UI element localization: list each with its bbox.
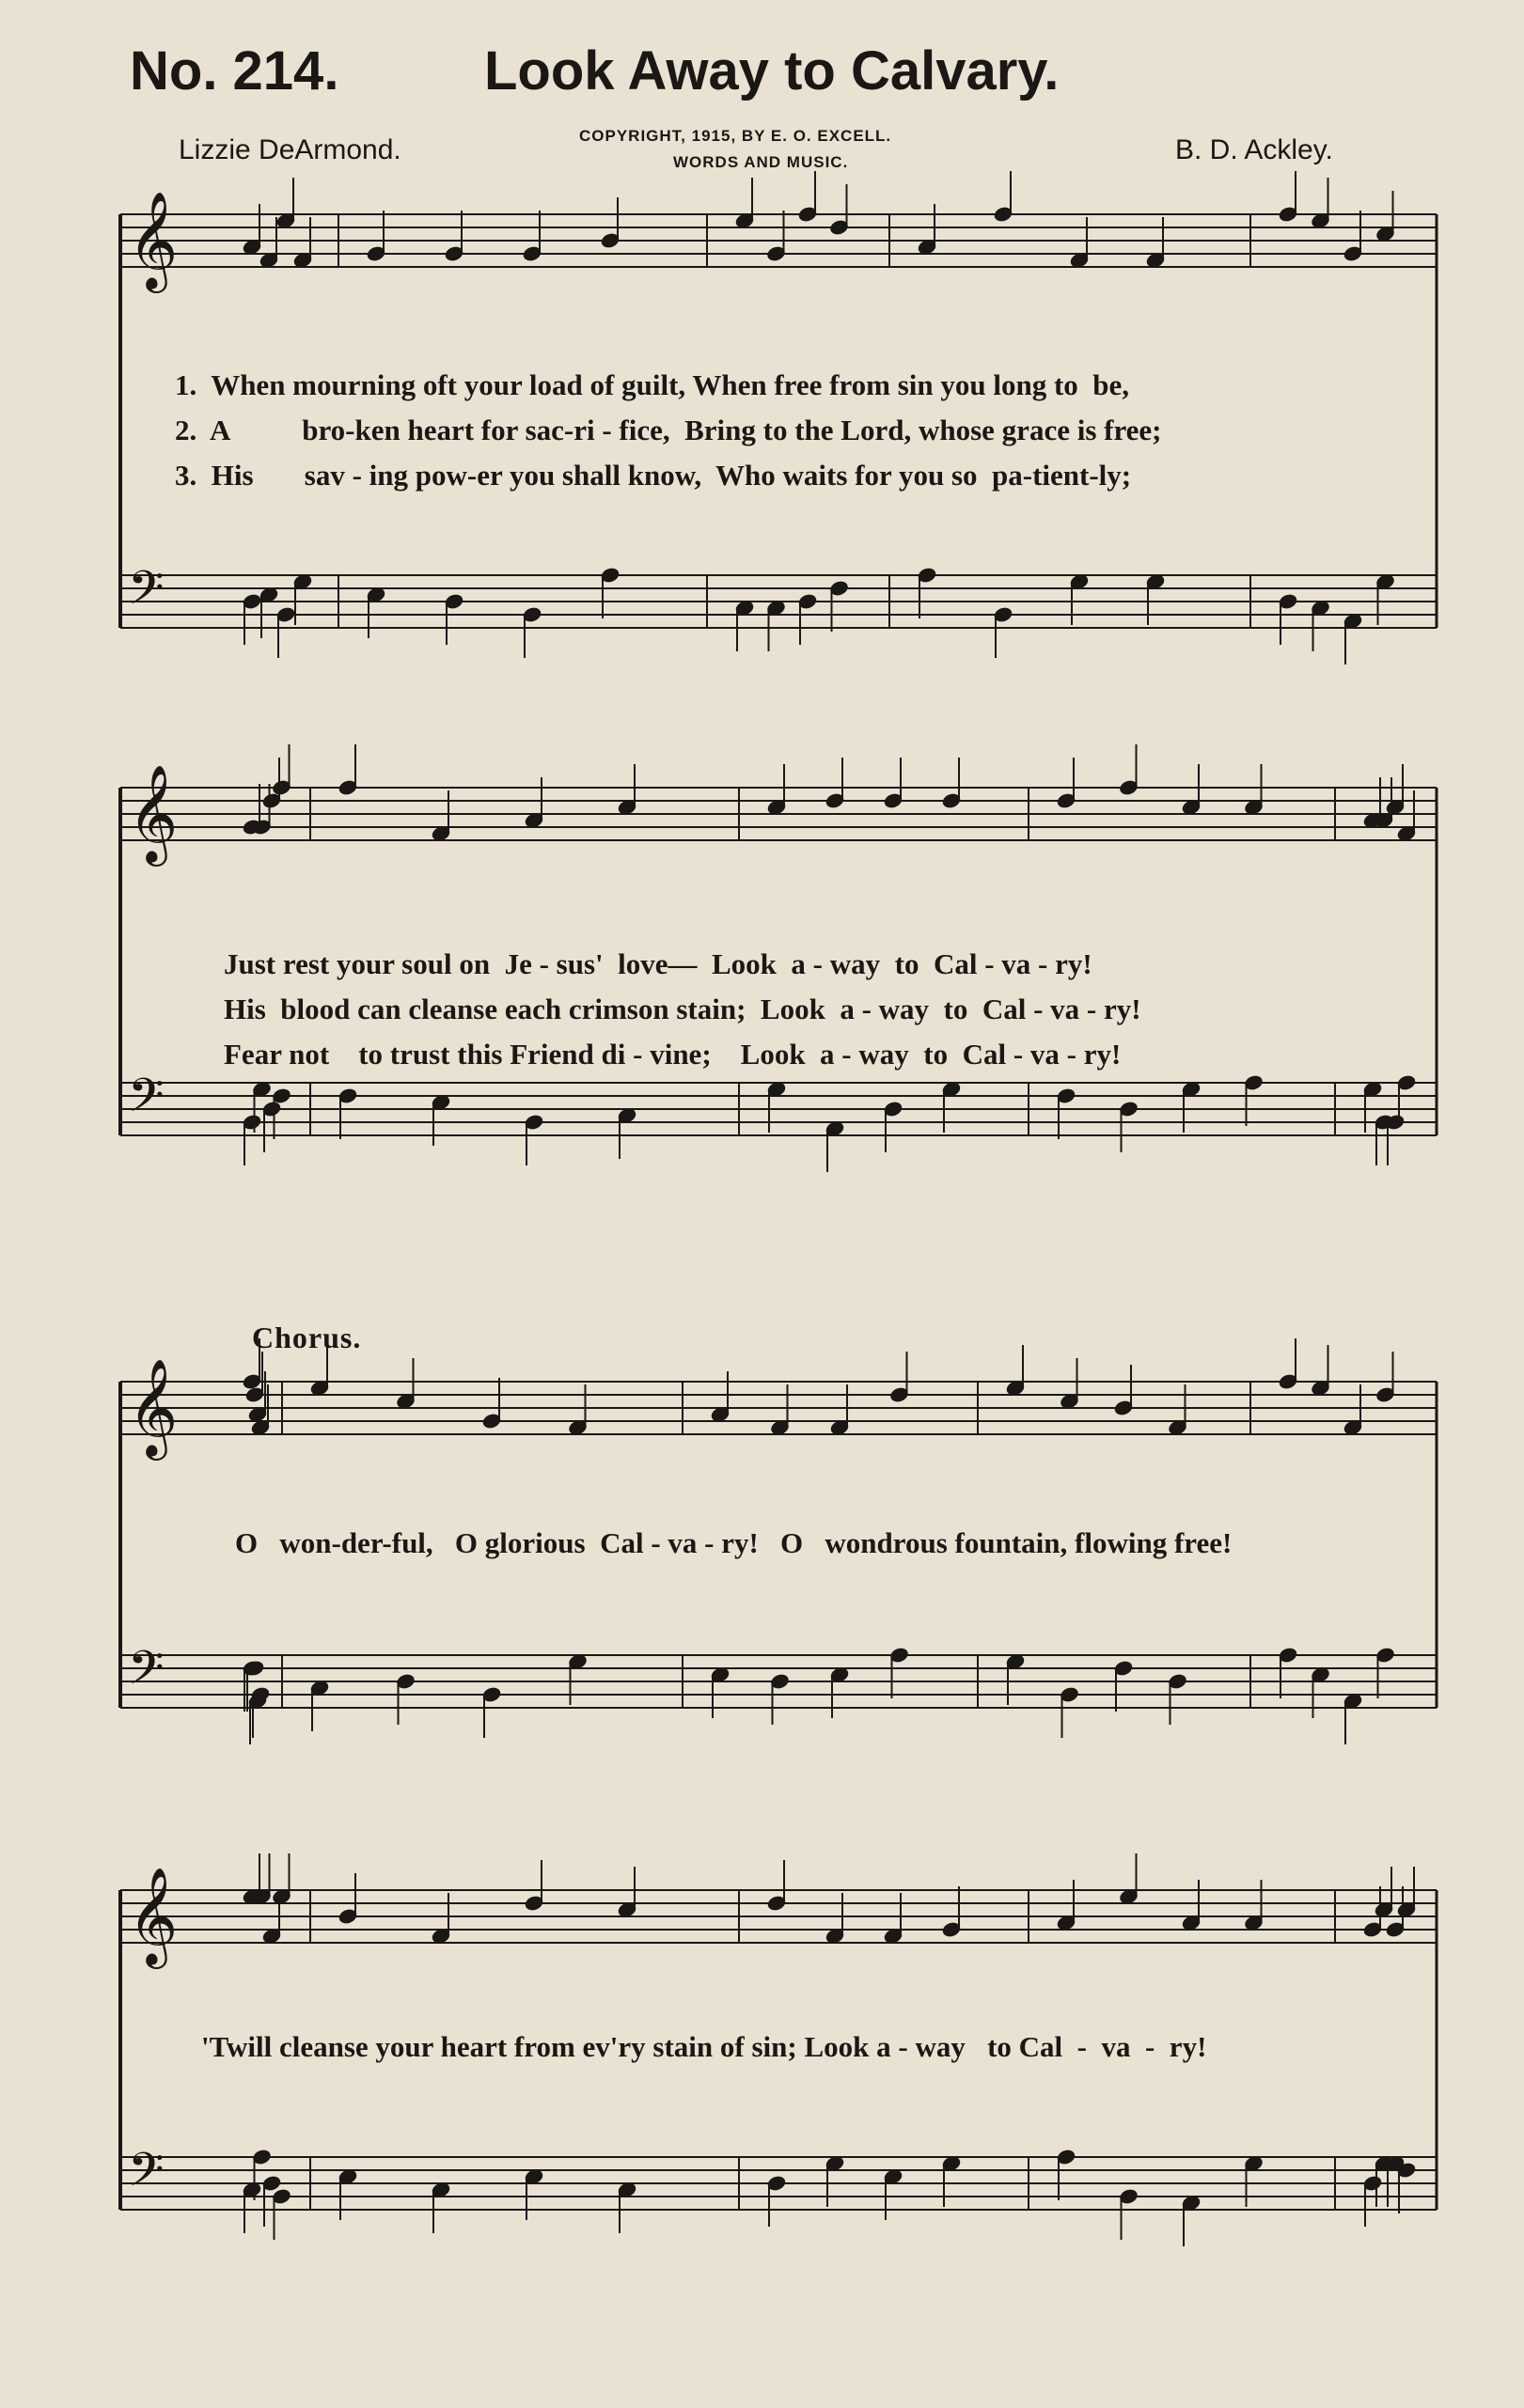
treble-clef-icon: 𝄞 xyxy=(128,764,179,863)
bass-clef-icon: 𝄢 xyxy=(128,1641,165,1707)
treble-clef-icon: 𝄞 xyxy=(128,1867,179,1965)
bass-clef-icon: 𝄢 xyxy=(128,1069,165,1134)
treble-clef-icon: 𝄞 xyxy=(128,1358,179,1457)
verse-1-line-a: 1. When mourning oft your load of guilt, When free from sin you long to be, xyxy=(175,368,1130,401)
verse-1-line-b: Just rest your soul on Je - sus' love— Look a - way to Cal - va - ry! xyxy=(224,947,1092,980)
composer: B. D. Ackley. xyxy=(1175,134,1333,165)
chorus-line-a: O won-der-ful, O glorious Cal - va - ry! O wondrous fountain, flowing free! xyxy=(235,1526,1233,1559)
chorus-label: Chorus. xyxy=(252,1321,362,1354)
hymn-number: No. 214. xyxy=(130,40,339,102)
verse-2-line-b: His blood can cleanse each crimson stain; Look a - way to Cal - va - ry! xyxy=(224,993,1141,1025)
hymn-title: Look Away to Calvary. xyxy=(484,40,1060,102)
bass-clef-icon: 𝄢 xyxy=(128,561,165,627)
bass-clef-icon: 𝄢 xyxy=(128,2143,165,2209)
copyright-note: WORDS AND MUSIC. xyxy=(673,153,849,171)
verse-3-line-a: 3. His sav - ing pow-er you shall know, Who waits for you so pa-tient-ly; xyxy=(175,459,1132,492)
treble-clef-icon: 𝄞 xyxy=(128,191,179,289)
lyricist: Lizzie DeArmond. xyxy=(179,134,401,165)
verse-3-line-b: Fear not to trust this Friend di - vine; Look a - way to Cal - va - ry! xyxy=(224,1038,1122,1071)
verse-2-line-a: 2. A bro-ken heart for sac-ri - fice, Bring to the Lord, whose grace is free; xyxy=(175,414,1162,446)
copyright-line: COPYRIGHT, 1915, BY E. O. EXCELL. xyxy=(579,127,892,145)
chorus-line-b: 'Twill cleanse your heart from ev'ry stain of sin; Look a - way to Cal - va - ry! xyxy=(201,2030,1207,2063)
